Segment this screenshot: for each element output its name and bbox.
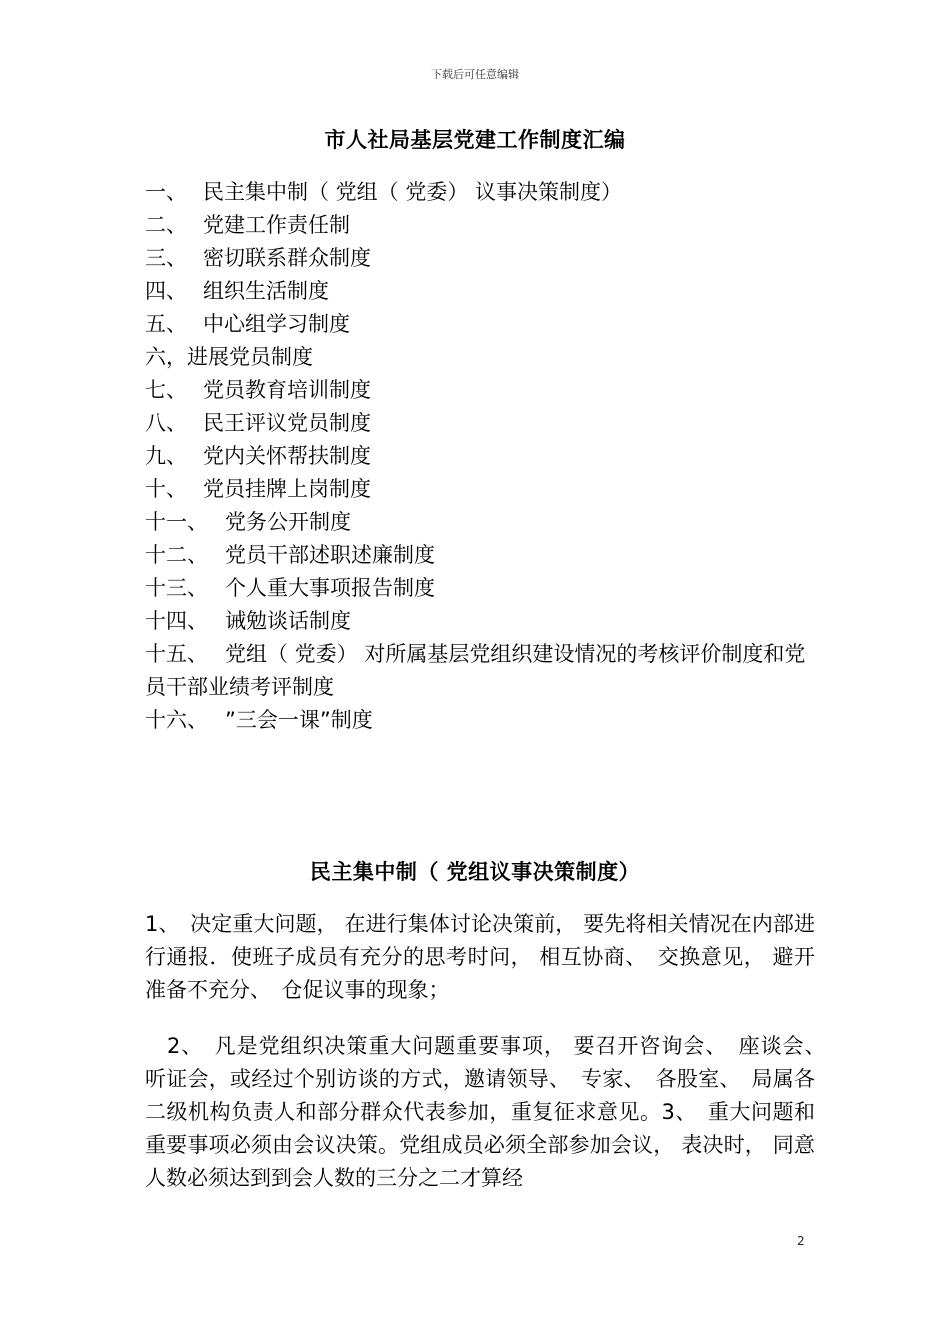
toc-item: [145, 176, 815, 209]
toc-number: 十二、: [145, 543, 208, 567]
toc-number: 一、: [145, 180, 187, 204]
toc-number: 六，: [145, 345, 187, 369]
toc-item: [145, 506, 815, 539]
toc-item: [145, 407, 815, 440]
toc-text: 民王评议党员制度: [203, 411, 371, 435]
toc-text: 党建工作责任制: [203, 213, 350, 237]
toc-number: 十四、: [145, 609, 208, 633]
toc-item: [145, 572, 815, 605]
paragraph: 1、 决定重大问题， 在进行集体讨论决策前， 要先将相关情况在内部进行通报．使班子成员有充分的思考时问， 相互协商、 交换意见， 避开准备不充分、 仓促议事的现象；: [145, 912, 815, 1002]
toc-item: [145, 341, 815, 374]
toc-number: 八、: [145, 411, 187, 435]
toc-text: 组织生活制度: [203, 279, 329, 303]
toc-number: 七、: [145, 378, 187, 402]
toc-text: 诫勉谈话制度: [225, 609, 351, 633]
toc-text: 进展党员制度: [187, 345, 313, 369]
toc-text: 个人重大事项报告制度: [225, 576, 435, 600]
page-number: 2: [797, 1234, 805, 1248]
toc-text: 民主集中制（ 党组（ 党委） 议事决策制度）: [203, 180, 623, 204]
toc-number: 十五、: [145, 642, 208, 666]
toc-item: [145, 275, 815, 308]
toc-text: 党内关怀帮扶制度: [203, 444, 371, 468]
toc-item: [145, 440, 815, 473]
paragraph: 2、 凡是党组织决策重大问题重要事项， 要召开咨询会、 座谈会、 听证会，或经过个别访谈的方式，邀请领导、 专家、 各股室、 局属各二级机构负责人和部分群众代表参加，重复征求意见。3、 重大问题和重要事项必须由会议决策。党组成员必须全部参加会议， 表决时， 同意人数必须达到到会人数的三分之二才算经: [145, 1034, 836, 1190]
toc-item: [145, 374, 815, 407]
toc-number: 九、: [145, 444, 187, 468]
toc-item: [145, 638, 815, 704]
header-note: 下载后可任意编辑: [431, 68, 519, 81]
toc-text: 党员干部述职述廉制度: [225, 543, 435, 567]
toc-text: ”三会一课”制度: [225, 708, 373, 732]
toc-text: 党员挂牌上岗制度: [203, 477, 371, 501]
toc-number: 十、: [145, 477, 187, 501]
toc-text: 党务公开制度: [225, 510, 351, 534]
toc-item: [145, 539, 815, 572]
toc-number: 十一、: [145, 510, 208, 534]
section-title: 民主集中制（ 党组议事决策制度）: [309, 860, 641, 884]
toc-number: 十三、: [145, 576, 208, 600]
toc-item: [145, 242, 815, 275]
toc-number: 十六、: [145, 708, 208, 732]
toc-text: 党组（ 党委） 对所属基层党组织建设情况的考核评价制度和党员干部业绩考评制度: [145, 642, 806, 699]
toc-number: 二、: [145, 213, 187, 237]
table-of-contents: [145, 176, 815, 737]
toc-item: [145, 605, 815, 638]
toc-number: 四、: [145, 279, 187, 303]
toc-number: 三、: [145, 246, 187, 270]
toc-text: 党员教育培训制度: [203, 378, 371, 402]
toc-item: [145, 473, 815, 506]
toc-item: [145, 209, 815, 242]
toc-number: 五、: [145, 312, 187, 336]
toc-item: [145, 704, 815, 737]
document-title: 市人社局基层党建工作制度汇编: [324, 128, 626, 152]
toc-item: [145, 308, 815, 341]
toc-text: 中心组学习制度: [203, 312, 350, 336]
toc-text: 密切联系群众制度: [203, 246, 371, 270]
